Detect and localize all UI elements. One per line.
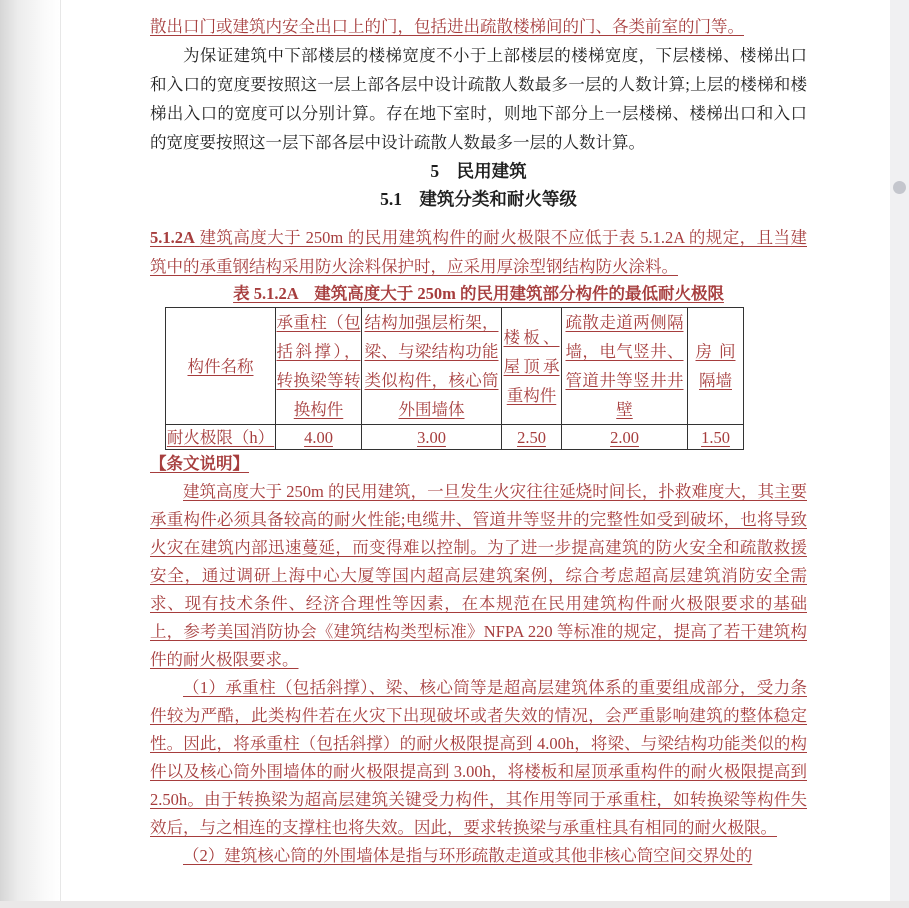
table-value-row: [166, 425, 744, 450]
chapter-heading: 5 民用建筑: [430, 161, 527, 181]
document-page: [150, 12, 807, 870]
table-value-cell: 4.00: [276, 425, 362, 450]
header-label: 构件名称: [187, 357, 254, 377]
fire-resistance-table: [165, 307, 744, 450]
page-left-shadow: [0, 0, 61, 908]
explanation-paragraph-1: 建筑高度大于 250m 的民用建筑，一旦发生火灾往往延烧时间长，扑救难度大，其主要承重构件必须具备较高的耐火性能;电缆井、管道井等竖井的完整性如受到破坏，也将导致火灾在建筑内部迅速蔓延，而变得难以控制。为了进一步提高建筑的防火安全和疏散救援安全，通过调研上海中心大厦等国内超高层建筑案例，综合考虑超高层建筑消防安全需求、现有技术条件、经济合理性等因素，在本规范在民用建筑构件耐火极限要求的基础上，参考美国消防协会《建筑结构类型标准》NFPA 220 等标准的规定，提高了若干建筑构件的耐火极限要求。: [150, 482, 807, 669]
table-header-cell-room-partition: [688, 308, 744, 425]
header-label: 疏散走道两侧隔墙，电气竖井、管道井等竖井井壁: [565, 313, 684, 419]
table-value-cell: 1.50: [688, 425, 744, 450]
header-label: 楼板、屋顶承重构件: [503, 327, 560, 405]
table-header-cell-component-name: [166, 308, 276, 425]
table-value-cell: 2.50: [502, 425, 562, 450]
table-header-row: [166, 308, 744, 425]
table-header-cell-floors: [502, 308, 562, 425]
clause-text: 建筑高度大于 250m 的民用建筑构件的耐火极限不应低于表 5.1.2A 的规定，且当建筑中的承重钢结构采用防火涂料保护时，应采用厚涂型钢结构防火涂料。: [150, 228, 807, 276]
scrollbar-thumb[interactable]: [893, 181, 906, 194]
explanation-header: 【条文说明】: [150, 454, 249, 473]
section-heading: 5.1 建筑分类和耐火等级: [380, 189, 577, 209]
stair-width-paragraph: 为保证建筑中下部楼层的楼梯宽度不小于上部楼层的楼梯宽度，下层楼梯、楼梯出口和入口的宽度要按照这一层上部各层中设计疏散人数最多一层的人数计算;上层的楼梯和楼梯出入口的宽度可以分别计算。存在地下室时，则地下部分上一层楼梯、楼梯出口和入口的宽度要按照这一层下部各层中设计疏散人数最多一层的人数计算。: [150, 46, 807, 152]
table-header-cell-trusses: [362, 308, 502, 425]
continued-paragraph: 散出口门或建筑内安全出口上的门，包括进出疏散楼梯间的门、各类前室的门等。: [150, 17, 744, 36]
page-bottom-gap: [0, 901, 909, 908]
table-value-cell: 2.00: [562, 425, 688, 450]
explanation-paragraph-3: （2）建筑核心筒的外围墙体是指与环形疏散走道或其他非核心筒空间交界处的: [183, 846, 753, 865]
table-header-cell-shafts: [562, 308, 688, 425]
header-label: 结构加强层桁架，梁、与梁结构功能类似构件，核心筒外围墙体: [364, 313, 499, 419]
table-header-cell-columns: [276, 308, 362, 425]
header-label: 承重柱（包括斜撑），转换梁等转换构件: [276, 313, 361, 419]
clause-number: 5.1.2A: [150, 228, 195, 247]
explanation-paragraph-2: （1）承重柱（包括斜撑）、梁、核心筒等是超高层建筑体系的重要组成部分，受力条件较为严酷，此类构件若在火灾下出现破坏或者失效的情况，会严重影响建筑的整体稳定性。因此，将承重柱（包括斜撑）的耐火极限提高到 4.00h，将梁、与梁结构功能类似的构件以及核心筒外围墙体的耐火极限提高到 3.00h，将楼板和屋顶承重构件的耐火极限提高到 2.50h。由于转换梁为超高层建筑关键受力构件，其作用等同于承重柱，如转换梁等构件失效后，与之相连的支撑柱也将失效。因此，要求转换梁与承重柱具有相同的耐火极限。: [150, 678, 807, 837]
scrollbar-track[interactable]: [890, 0, 909, 908]
header-label: 房间隔墙: [695, 342, 736, 390]
table-title: 表 5.1.2A 建筑高度大于 250m 的民用建筑部分构件的最低耐火极限: [233, 284, 724, 303]
clause-5-1-2A: [150, 223, 807, 281]
table-row-label: 耐火极限（h）: [166, 425, 276, 450]
table-value-cell: 3.00: [362, 425, 502, 450]
